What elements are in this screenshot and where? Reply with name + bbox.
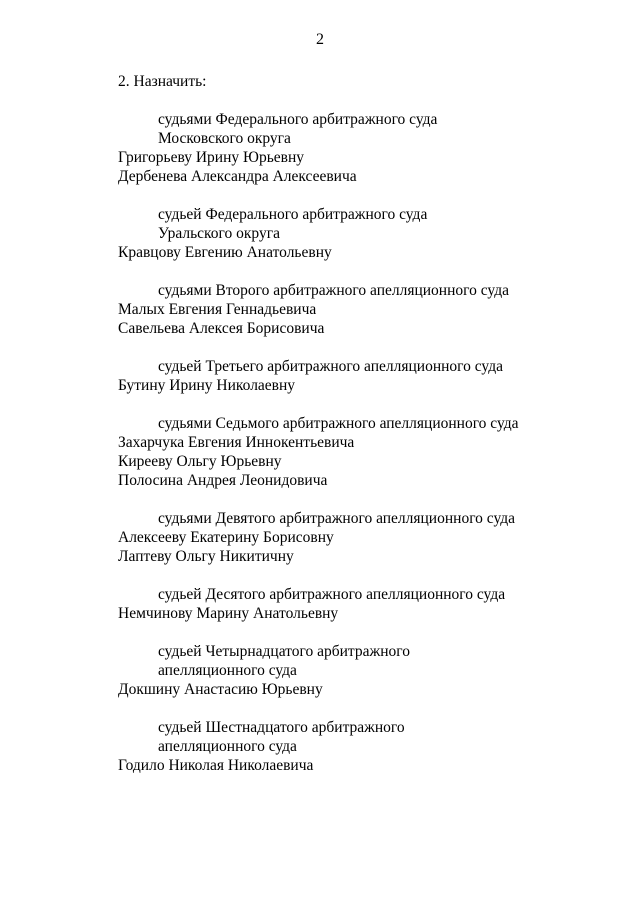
appointee-name: Докшину Анастасию Юрьевну bbox=[118, 681, 323, 698]
appointment-block bbox=[118, 509, 578, 566]
position-line: судьями Федерального арбитражного суда bbox=[158, 111, 438, 128]
appointment-block bbox=[118, 110, 578, 186]
position-line: апелляционного суда bbox=[158, 738, 297, 755]
appointee-name: Лаптеву Ольгу Никитичну bbox=[118, 548, 294, 565]
position-line: Московского округа bbox=[158, 130, 291, 147]
appointee-name: Полосина Андрея Леонидовича bbox=[118, 472, 328, 489]
appointee-name: Захарчука Евгения Иннокентьевича bbox=[118, 434, 355, 451]
position-line: судьей Шестнадцатого арбитражного bbox=[158, 719, 405, 736]
appointment-block bbox=[118, 585, 578, 623]
section-heading: 2. Назначить: bbox=[118, 73, 207, 90]
appointee-name: Годило Николая Николаевича bbox=[118, 757, 314, 774]
appointment-block bbox=[118, 281, 578, 338]
appointment-block bbox=[118, 205, 578, 262]
appointee-name: Савельева Алексея Борисовича bbox=[118, 320, 325, 337]
position-line: судьями Второго арбитражного апелляционного суда bbox=[158, 282, 509, 299]
position-line: судьей Федерального арбитражного суда bbox=[158, 206, 428, 223]
position-line: судьями Седьмого арбитражного апелляционного суда bbox=[158, 415, 519, 432]
appointee-name: Григорьеву Ирину Юрьевну bbox=[118, 149, 305, 166]
appointee-name: Алексееву Екатерину Борисовну bbox=[118, 529, 334, 546]
appointment-block bbox=[118, 642, 578, 699]
appointee-name: Бутину Ирину Николаевну bbox=[118, 377, 296, 394]
appointment-block bbox=[118, 718, 578, 775]
appointee-name: Кирееву Ольгу Юрьевну bbox=[118, 453, 282, 470]
position-line: Уральского округа bbox=[158, 225, 280, 242]
position-line: судьей Третьего арбитражного апелляционного суда bbox=[158, 358, 503, 375]
position-line: судьей Четырнадцатого арбитражного bbox=[158, 643, 410, 660]
appointee-name: Кравцову Евгению Анатольевну bbox=[118, 244, 332, 261]
appointment-block bbox=[118, 357, 578, 395]
position-line: судьями Девятого арбитражного апелляционного суда bbox=[158, 510, 516, 527]
appointment-block bbox=[118, 414, 578, 490]
appointee-name: Немчинову Марину Анатольевну bbox=[118, 605, 339, 622]
document-body bbox=[118, 72, 578, 794]
page-number: 2 bbox=[316, 31, 324, 48]
appointee-name: Дербенева Александра Алексеевича bbox=[118, 168, 357, 185]
position-line: апелляционного суда bbox=[158, 662, 297, 679]
position-line: судьей Десятого арбитражного апелляционного суда bbox=[158, 586, 506, 603]
appointee-name: Малых Евгения Геннадьевича bbox=[118, 301, 317, 318]
